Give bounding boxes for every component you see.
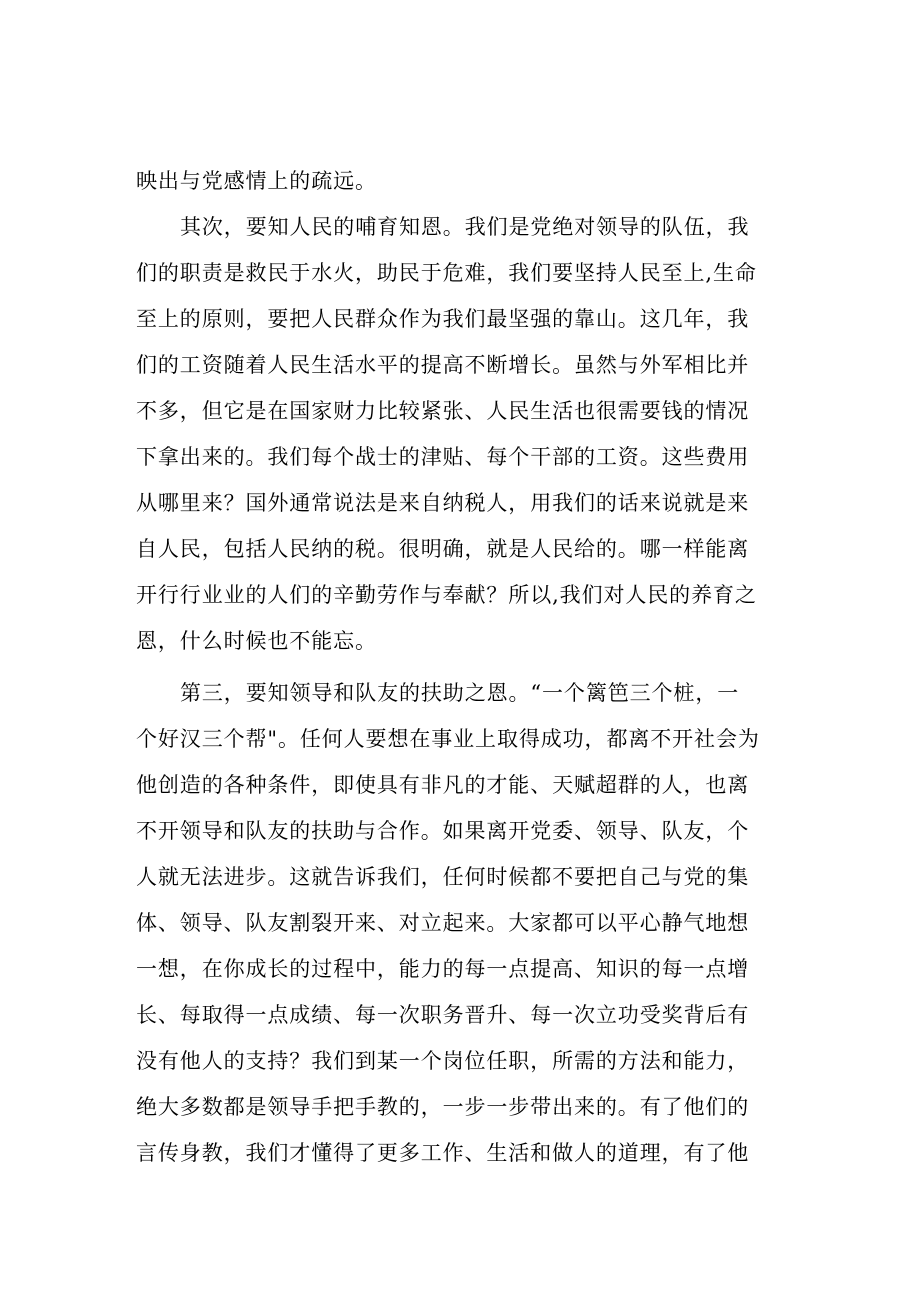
paragraph-2-line-4: 们的工资随着人民生活水平的提高不断增长。虽然与外军相比并 xyxy=(136,353,750,377)
paragraph-2-line-2: 们的职责是救民于水火，助民于危难，我们要坚持人民至上,生命 xyxy=(136,261,757,285)
paragraph-3-line-11: 言传身教，我们才懂得了更多工作、生活和做人的道理，有了他 xyxy=(136,1141,750,1165)
paragraph-1-line-1: 映出与党感情上的疏远。 xyxy=(136,169,377,193)
document-page xyxy=(136,158,796,1176)
paragraph-3-line-3: 他创造的各种条件，即使具有非凡的才能、天赋超群的人，也离 xyxy=(136,773,750,797)
paragraph-2-line-1: 其次，要知人民的哺育知恩。我们是党绝对领导的队伍，我 xyxy=(180,215,750,239)
paragraph-3-line-5: 人就无法进步。这就告诉我们，任何时候都不要把自己与党的集 xyxy=(136,865,750,889)
paragraph-2-line-6: 下拿出来的。我们每个战士的津贴、每个干部的工资。这些费用 xyxy=(136,445,750,469)
paragraph-3-line-10: 绝大多数都是领导手把手教的，一步一步带出来的。有了他们的 xyxy=(136,1095,750,1119)
paragraph-3-line-9: 没有他人的支持？我们到某一个岗位任职，所需的方法和能力， xyxy=(136,1049,750,1073)
paragraph-3-line-1: 第三，要知领导和队友的扶助之恩。“一个篱笆三个桩，一 xyxy=(180,681,740,705)
paragraph-3-line-2: 个好汉三个帮"。任何人要想在事业上取得成功，都离不开社会为 xyxy=(136,727,760,751)
paragraph-2-line-9: 开行行业业的人们的辛勤劳作与奉献？所以,我们对人民的养育之 xyxy=(136,583,757,607)
paragraph-3-line-8: 长、每取得一点成绩、每一次职务晋升、每一次立功受奖背后有 xyxy=(136,1003,750,1027)
paragraph-3-line-4: 不开领导和队友的扶助与合作。如果离开党委、领导、队友，个 xyxy=(136,819,750,843)
paragraph-2-line-5: 不多，但它是在国家财力比较紧张、人民生活也很需要钱的情况 xyxy=(136,399,750,423)
paragraph-2-line-7: 从哪里来？国外通常说法是来自纳税人，用我们的话来说就是来 xyxy=(136,491,750,515)
paragraph-3-line-6: 体、领导、队友割裂开来、对立起来。大家都可以平心静气地想 xyxy=(136,911,750,935)
paragraph-2-line-8: 自人民，包括人民纳的税。很明确，就是人民给的。哪一样能离 xyxy=(136,537,750,561)
paragraph-3-line-7: 一想，在你成长的过程中，能力的每一点提高、知识的每一点增 xyxy=(136,957,750,981)
paragraph-2-line-3: 至上的原则，要把人民群众作为我们最坚强的靠山。这几年，我 xyxy=(136,307,750,331)
paragraph-2-line-10: 恩，什么时候也不能忘。 xyxy=(136,629,377,653)
